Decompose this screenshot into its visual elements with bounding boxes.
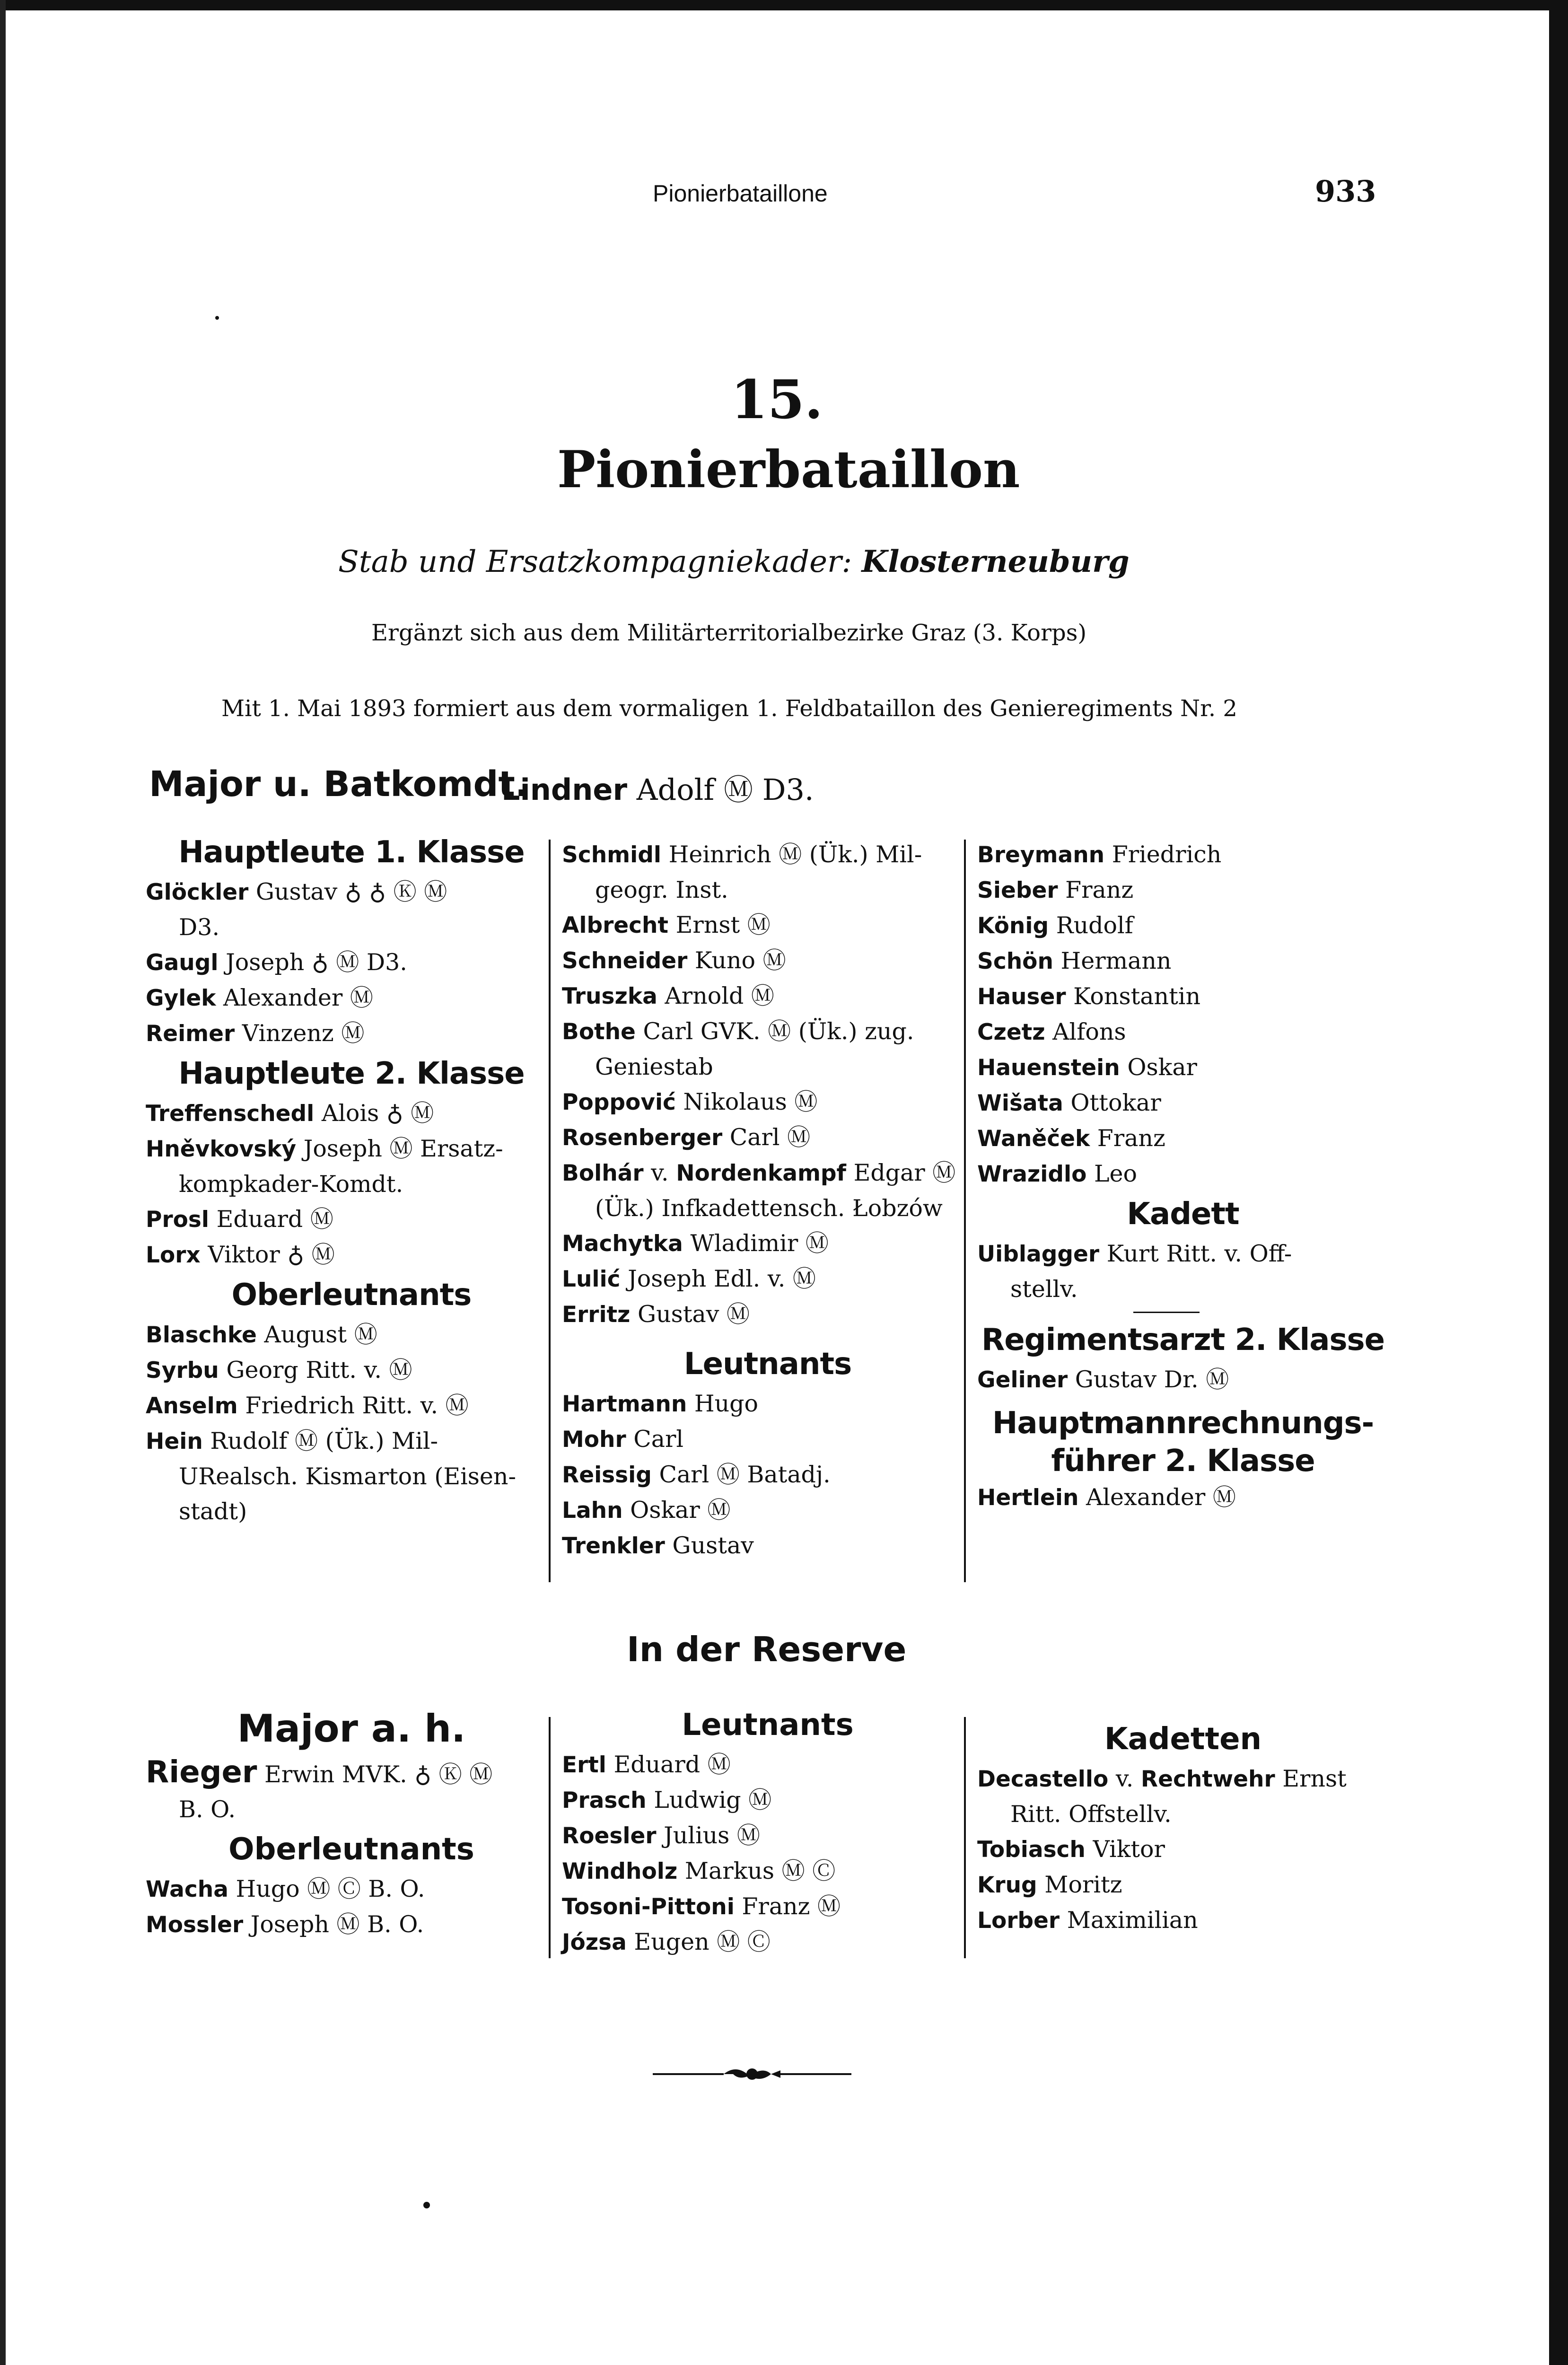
list-item bbox=[562, 1493, 973, 1528]
details: Arnold Ⓜ bbox=[665, 982, 774, 1009]
heading-rechnungsfuehrer-2: führer 2. Klasse bbox=[1051, 1444, 1315, 1479]
heading-leutnants: Leutnants bbox=[683, 1347, 852, 1382]
list-item-cont: Ritt. Offstellv. bbox=[1010, 1801, 1172, 1828]
list-item bbox=[562, 1747, 973, 1783]
list-item bbox=[977, 979, 1389, 1015]
surname: Breymann bbox=[977, 842, 1105, 868]
surname: Tobiasch bbox=[977, 1837, 1086, 1863]
surname: Lorber bbox=[977, 1908, 1060, 1934]
list-item-cont: geogr. Inst. bbox=[595, 876, 728, 903]
details: Oskar Ⓜ bbox=[630, 1497, 731, 1524]
list-item bbox=[562, 1457, 973, 1493]
surname: Schneider bbox=[562, 948, 688, 974]
scan-border-left bbox=[0, 0, 6, 2365]
details: Markus Ⓜ Ⓒ bbox=[684, 1857, 836, 1884]
surname: Mohr bbox=[562, 1427, 626, 1453]
surname: Hartmann bbox=[562, 1391, 687, 1417]
list-item bbox=[562, 1156, 973, 1191]
heading-leutnants-reserve: Leutnants bbox=[682, 1708, 854, 1743]
separator-rule bbox=[1133, 1312, 1200, 1313]
list-item bbox=[977, 908, 1389, 944]
details: Franz bbox=[1065, 876, 1134, 903]
heading-oberleutnants-reserve: Oberleutnants bbox=[228, 1832, 474, 1867]
list-item bbox=[146, 1907, 557, 1943]
list-item bbox=[562, 1783, 973, 1818]
list-item bbox=[977, 1086, 1389, 1121]
details: Alois ♁ Ⓜ bbox=[321, 1100, 434, 1127]
list-item bbox=[977, 1236, 1389, 1272]
stab-place: Klosterneuburg bbox=[861, 544, 1130, 579]
details: Gustav bbox=[672, 1532, 754, 1559]
list-item bbox=[146, 1317, 557, 1353]
details: Kurt Ritt. v. Off- bbox=[1106, 1240, 1292, 1267]
list-item-cont: B. O. bbox=[179, 1796, 236, 1823]
details: Ottokar bbox=[1070, 1089, 1161, 1116]
surname: Reissig bbox=[562, 1462, 652, 1488]
list-item bbox=[977, 1480, 1389, 1515]
details: Gustav Dr. Ⓜ bbox=[1075, 1366, 1229, 1393]
list-item-cont: (Ük.) Infkadettensch. Łobzów bbox=[595, 1195, 943, 1222]
column-divider bbox=[549, 840, 551, 1582]
list-item bbox=[562, 1261, 973, 1297]
details: Franz bbox=[1097, 1125, 1165, 1152]
scan-border-top bbox=[0, 0, 1568, 10]
list-item bbox=[146, 875, 557, 910]
list-item bbox=[562, 1528, 973, 1564]
surname: Sieber bbox=[977, 877, 1058, 903]
surname: Anselm bbox=[146, 1393, 238, 1419]
details: Eduard Ⓜ bbox=[216, 1206, 333, 1233]
list-item bbox=[146, 1096, 557, 1131]
surname: Glöckler bbox=[146, 879, 249, 905]
surname: Windholz bbox=[562, 1858, 678, 1884]
surname: Krug bbox=[977, 1872, 1037, 1898]
surname: Prosl bbox=[146, 1207, 210, 1233]
details: Carl bbox=[633, 1426, 684, 1453]
surname: Blaschke bbox=[146, 1322, 257, 1348]
surname: Reimer bbox=[146, 1021, 235, 1047]
scan-speck bbox=[423, 2202, 430, 2208]
surname-2: Rechtwehr bbox=[1140, 1766, 1275, 1792]
details: Moritz bbox=[1044, 1871, 1122, 1898]
details: Carl GVK. Ⓜ (Ük.) zug. bbox=[643, 1018, 914, 1045]
list-item-cont: URealsch. Kismarton (Eisen- bbox=[179, 1463, 517, 1490]
surname: Mossler bbox=[146, 1912, 244, 1938]
list-item bbox=[562, 1925, 973, 1960]
list-item bbox=[562, 1120, 973, 1156]
details: August Ⓜ bbox=[264, 1321, 377, 1348]
surname: Waněček bbox=[977, 1126, 1090, 1152]
reserve-column-1 bbox=[146, 1703, 557, 1943]
heading-kadetten: Kadetten bbox=[1104, 1722, 1262, 1757]
details: Joseph Ⓜ Ersatz- bbox=[303, 1135, 503, 1162]
details: Nikolaus Ⓜ bbox=[683, 1088, 818, 1115]
details: Leo bbox=[1094, 1160, 1138, 1187]
surname-2: Nordenkampf bbox=[676, 1160, 847, 1186]
details: Hugo Ⓜ Ⓒ B. O. bbox=[236, 1875, 425, 1902]
list-item bbox=[562, 1085, 973, 1120]
surname: Ertl bbox=[562, 1752, 606, 1778]
list-item bbox=[562, 1889, 973, 1925]
details: Ernst bbox=[1282, 1765, 1347, 1792]
heading-major-ah: Major a. h. bbox=[237, 1707, 466, 1751]
details: Friedrich bbox=[1112, 841, 1222, 868]
list-item bbox=[562, 943, 973, 979]
surname: Rieger bbox=[146, 1755, 257, 1790]
list-item bbox=[562, 1818, 973, 1854]
details: Hugo bbox=[694, 1390, 759, 1417]
list-item bbox=[146, 1131, 557, 1167]
list-item bbox=[977, 1121, 1389, 1156]
details: Eugen Ⓜ Ⓒ bbox=[634, 1928, 771, 1955]
details: Joseph Ⓜ B. O. bbox=[250, 1911, 424, 1938]
surname: Hněvkovský bbox=[146, 1136, 297, 1162]
details: Carl Ⓜ Batadj. bbox=[659, 1461, 831, 1488]
list-item bbox=[146, 1237, 557, 1273]
surname: Uiblagger bbox=[977, 1241, 1100, 1267]
surname: Schmidl bbox=[562, 842, 662, 868]
details: Wladimir Ⓜ bbox=[690, 1230, 829, 1257]
surname: Erritz bbox=[562, 1302, 631, 1328]
list-item bbox=[977, 1156, 1389, 1192]
surname: Hauenstein bbox=[977, 1055, 1120, 1081]
surname: Czetz bbox=[977, 1019, 1045, 1045]
list-item bbox=[562, 1014, 973, 1050]
list-item bbox=[977, 1015, 1389, 1050]
list-item bbox=[562, 979, 973, 1014]
commander-rest: Adolf Ⓜ D3. bbox=[636, 772, 814, 807]
list-item bbox=[146, 1388, 557, 1424]
column-3 bbox=[977, 837, 1389, 1515]
details: Heinrich Ⓜ (Ük.) Mil- bbox=[668, 841, 922, 868]
list-item bbox=[562, 837, 973, 873]
list-item bbox=[146, 1424, 557, 1459]
list-item bbox=[146, 981, 557, 1016]
list-item bbox=[146, 945, 557, 981]
list-item bbox=[977, 1050, 1389, 1086]
details: Hermann bbox=[1060, 947, 1172, 974]
commander-surname: Lindner bbox=[501, 772, 628, 807]
details: Joseph Edl. v. Ⓜ bbox=[628, 1265, 816, 1292]
surname: Gaugl bbox=[146, 950, 219, 976]
column-2 bbox=[562, 837, 973, 1564]
details: Ernst Ⓜ bbox=[675, 911, 771, 938]
list-item bbox=[977, 837, 1389, 873]
details: Viktor ♁ Ⓜ bbox=[208, 1241, 335, 1268]
list-item bbox=[562, 1297, 973, 1332]
page-number: 933 bbox=[1315, 174, 1376, 209]
details: Ludwig Ⓜ bbox=[654, 1787, 772, 1813]
commander-rank: Major u. Batkomdt. bbox=[149, 764, 528, 805]
surname: Trenkler bbox=[562, 1533, 665, 1559]
list-item bbox=[977, 1362, 1389, 1398]
surname: Truszka bbox=[562, 983, 657, 1009]
formiert-line: Mit 1. Mai 1893 formiert aus dem vormaligen 1. Feldbataillon des Genieregiments Nr. 2 bbox=[221, 695, 1237, 722]
list-item bbox=[146, 1755, 557, 1792]
list-item bbox=[977, 1832, 1389, 1867]
surname: Józsa bbox=[562, 1929, 627, 1955]
particle: v. bbox=[651, 1159, 669, 1186]
heading-hauptleute-2: Hauptleute 2. Klasse bbox=[178, 1056, 525, 1091]
details: Erwin MVK. ♁ Ⓚ Ⓜ bbox=[264, 1761, 493, 1788]
surname: Lorx bbox=[146, 1242, 201, 1268]
heading-hauptleute-1: Hauptleute 1. Klasse bbox=[178, 835, 525, 870]
reserve-title: In der Reserve bbox=[627, 1629, 907, 1669]
list-item bbox=[562, 1226, 973, 1261]
ornament-divider-icon bbox=[653, 2055, 851, 2093]
list-item bbox=[977, 1761, 1389, 1797]
stab-prefix: Stab und Ersatzkompagniekader: bbox=[338, 544, 852, 579]
list-item bbox=[977, 1867, 1389, 1903]
details: Julius Ⓜ bbox=[664, 1822, 760, 1849]
list-item bbox=[146, 1353, 557, 1388]
column-divider bbox=[549, 1717, 551, 1958]
heading-oberleutnants: Oberleutnants bbox=[231, 1278, 472, 1313]
details: Friedrich Ritt. v. Ⓜ bbox=[245, 1392, 469, 1419]
list-item bbox=[146, 1016, 557, 1051]
details: Konstantin bbox=[1073, 983, 1201, 1010]
details: Alfons bbox=[1052, 1018, 1126, 1045]
list-item bbox=[562, 1854, 973, 1889]
list-item bbox=[146, 1202, 557, 1237]
list-item-cont: kompkader-Komdt. bbox=[179, 1171, 403, 1198]
surname: Prasch bbox=[562, 1787, 647, 1813]
surname: Treffenschedl bbox=[146, 1101, 315, 1127]
details: Carl Ⓜ bbox=[729, 1124, 811, 1151]
running-title: Pionierbataillone bbox=[653, 180, 828, 207]
list-item bbox=[562, 1386, 973, 1422]
details: Rudolf bbox=[1056, 912, 1133, 939]
list-item-cont: D3. bbox=[179, 914, 220, 941]
details: Edgar Ⓜ bbox=[853, 1159, 956, 1186]
list-item bbox=[562, 908, 973, 943]
surname: Wrazidlo bbox=[977, 1161, 1087, 1187]
surname: Bolhár bbox=[562, 1160, 644, 1186]
surname: Schön bbox=[977, 948, 1053, 974]
surname: Lahn bbox=[562, 1498, 623, 1524]
section-number: 15. bbox=[731, 369, 823, 431]
surname: Rosenberger bbox=[562, 1125, 723, 1151]
reserve-column-2 bbox=[562, 1703, 973, 1960]
surname: Roesler bbox=[562, 1823, 657, 1849]
details: Vinzenz Ⓜ bbox=[242, 1020, 365, 1047]
details: Gustav Ⓜ bbox=[637, 1301, 750, 1328]
surname: Wišata bbox=[977, 1090, 1063, 1116]
list-item bbox=[977, 1903, 1389, 1938]
ergaenzt-line: Ergänzt sich aus dem Militärterritorialbezirke Graz (3. Korps) bbox=[371, 620, 1087, 646]
list-item bbox=[977, 873, 1389, 908]
list-item bbox=[562, 1422, 973, 1457]
details: Rudolf Ⓜ (Ük.) Mil- bbox=[210, 1428, 438, 1454]
details: Oskar bbox=[1127, 1054, 1197, 1081]
details: Franz Ⓜ bbox=[742, 1893, 841, 1920]
surname: Hauser bbox=[977, 984, 1066, 1010]
list-item-cont: Geniestab bbox=[595, 1053, 713, 1080]
list-item bbox=[977, 944, 1389, 979]
column-1 bbox=[146, 830, 557, 1529]
heading-kadett: Kadett bbox=[1127, 1197, 1239, 1232]
heading-rechnungsfuehrer-1: Hauptmannrechnungs- bbox=[992, 1406, 1374, 1441]
section-title: Pionierbataillon bbox=[557, 440, 1020, 499]
details: Viktor bbox=[1093, 1836, 1165, 1863]
scan-border-right bbox=[1549, 0, 1568, 2365]
details: Alexander Ⓜ bbox=[1086, 1484, 1236, 1511]
surname: Wacha bbox=[146, 1876, 228, 1902]
reserve-column-3 bbox=[977, 1717, 1389, 1938]
list-item-cont: stellv. bbox=[1010, 1276, 1078, 1303]
particle: v. bbox=[1115, 1765, 1134, 1792]
surname: Tosoni-Pittoni bbox=[562, 1894, 735, 1920]
details: Kuno Ⓜ bbox=[694, 947, 786, 974]
list-item-cont: stadt) bbox=[179, 1498, 247, 1525]
details: Eduard Ⓜ bbox=[613, 1751, 731, 1778]
surname: Machytka bbox=[562, 1231, 683, 1257]
scan-speck bbox=[215, 316, 219, 320]
surname: Albrecht bbox=[562, 912, 668, 938]
surname: Hertlein bbox=[977, 1485, 1079, 1511]
list-item bbox=[146, 1872, 557, 1907]
surname: Bothe bbox=[562, 1019, 636, 1045]
surname: Hein bbox=[146, 1428, 203, 1454]
commander-entry bbox=[501, 766, 814, 808]
surname: Gylek bbox=[146, 985, 216, 1011]
stab-line bbox=[338, 544, 1130, 579]
heading-regimentsarzt: Regimentsarzt 2. Klasse bbox=[981, 1323, 1385, 1358]
surname: Geliner bbox=[977, 1367, 1068, 1393]
surname: Poppović bbox=[562, 1089, 676, 1115]
surname: Decastello bbox=[977, 1766, 1109, 1792]
details: Joseph ♁ Ⓜ D3. bbox=[226, 949, 407, 976]
details: Gustav ♁ ♁ Ⓚ Ⓜ bbox=[255, 878, 447, 905]
details: Georg Ritt. v. Ⓜ bbox=[226, 1357, 412, 1384]
details: Alexander Ⓜ bbox=[223, 984, 373, 1011]
surname: Lulić bbox=[562, 1266, 621, 1292]
details: Maximilian bbox=[1067, 1907, 1198, 1934]
surname: König bbox=[977, 913, 1049, 939]
surname: Syrbu bbox=[146, 1358, 219, 1384]
